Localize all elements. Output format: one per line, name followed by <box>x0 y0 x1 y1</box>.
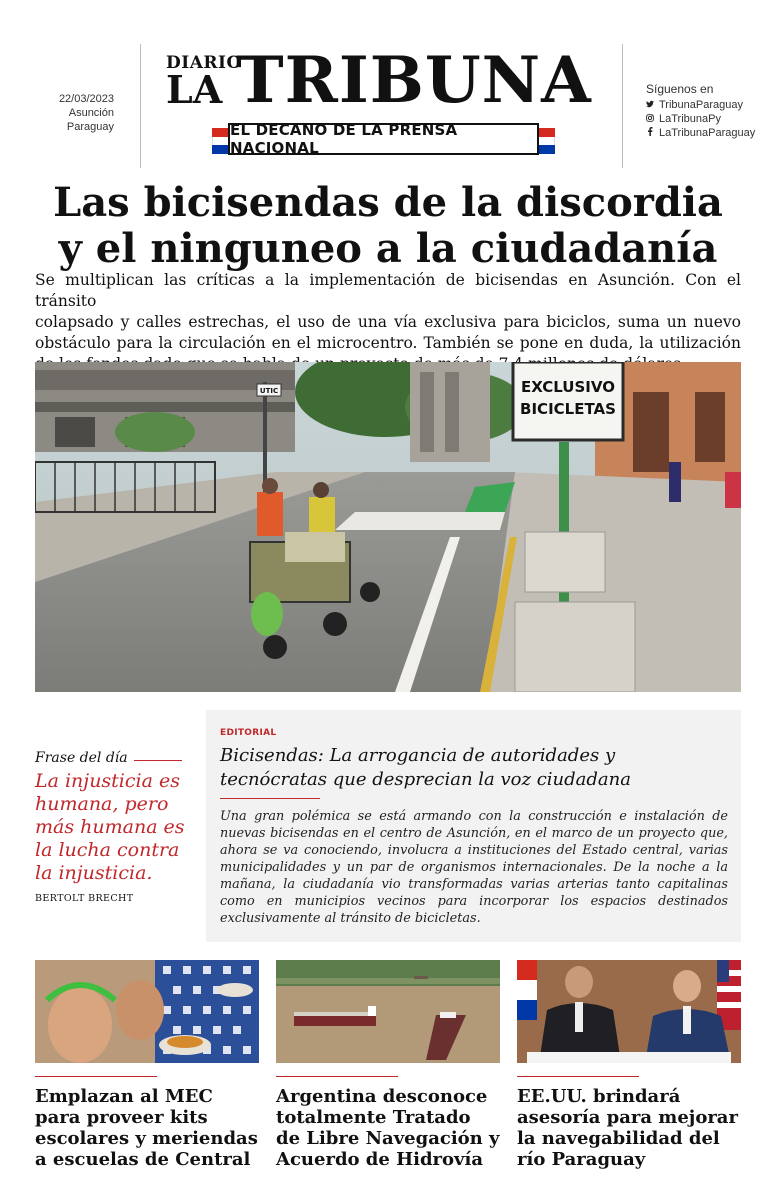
logo-la[interactable]: LA <box>166 67 223 112</box>
quote-author: BERTOLT BRECHT <box>35 893 134 904</box>
divider-left <box>140 44 141 168</box>
lead-line: colapsado y calles estrechas, el uso de una vía exclusiva para biciclos, suma un nuevo <box>35 313 741 331</box>
editorial-body-line: Una gran polémica se está armando con la construcción e instalación de <box>220 809 728 824</box>
editorial-kicker: EDITORIAL <box>220 728 277 738</box>
editorial-body-line: nuevas bicisendas en el centro de Asunción, en el marco de un proyecto que, <box>220 826 728 841</box>
story-rule <box>276 1076 398 1077</box>
social-title: Síguenos en <box>646 82 714 96</box>
quote-label: Frase del día <box>35 750 128 766</box>
main-headline[interactable] <box>20 180 756 272</box>
story-card-mec[interactable] <box>35 960 259 1170</box>
story-card-eeuu[interactable] <box>517 960 741 1170</box>
quote-text: La injusticia es humana, pero más humana es la lucha contra la injusticia. <box>35 770 185 884</box>
instagram-icon <box>646 112 654 126</box>
story-card-hidrovia[interactable] <box>276 960 500 1170</box>
editorial-body-line: mañana, la ciudadanía vio transformadas varias arterias tanto capitalinas <box>220 877 728 892</box>
masthead <box>0 0 776 170</box>
tagline-banner <box>212 123 555 159</box>
sign-line-1: EXCLUSIVO <box>521 378 615 396</box>
editorial-title-line: Bicisendas: La arrogancia de autoridades y <box>220 745 616 766</box>
headline-line: Las bicisendas de la discordia <box>53 179 723 226</box>
editorial-body-line: como en municipios vecinos para incorporar los espacios destinados <box>220 894 728 909</box>
story-rule <box>517 1076 639 1077</box>
social-link-instagram[interactable] <box>646 112 755 126</box>
social-link-facebook[interactable] <box>646 126 755 140</box>
story-photo-children[interactable] <box>35 960 259 1063</box>
edition-city: Asunción <box>68 107 114 119</box>
quote-of-the-day <box>35 750 195 904</box>
lead-line: Se multiplican las críticas a la implementación de bicisendas en Asunción. Con el tránsito <box>35 271 741 310</box>
quote-rule <box>134 760 182 761</box>
logo-diario[interactable]: DIARIO <box>166 53 242 73</box>
editorial-title[interactable] <box>220 744 730 792</box>
main-photo[interactable] <box>35 362 741 692</box>
story-rule <box>35 1076 157 1077</box>
editorial-body <box>220 808 728 927</box>
sign-line-2: BICICLETAS <box>520 400 616 418</box>
social-label-twitter: TribunaParaguay <box>659 99 743 111</box>
story-title[interactable]: EE.UU. brindará asesoría para mejorar la navegabilidad del río Paraguay <box>517 1086 738 1170</box>
social-links <box>646 82 755 140</box>
logo-tribuna[interactable]: TRIBUNA <box>236 43 592 118</box>
social-label-instagram: LaTribunaPy <box>659 113 721 125</box>
twitter-icon <box>646 98 654 112</box>
facebook-icon <box>646 126 654 140</box>
editorial-body-line: exclusivamente al tránsito de bicicletas. <box>220 911 481 926</box>
date-block <box>40 92 114 134</box>
editorial-title-line: tecnócratas que desprecian la voz ciudadana <box>220 769 631 790</box>
headline-line: y el ninguneo a la ciudadanía <box>58 225 718 272</box>
edition-country: Paraguay <box>66 121 114 133</box>
editorial-body-line: municipalidades y un par de organismos internacionales. De la noche a la <box>220 860 728 875</box>
quote-label-row <box>35 750 195 766</box>
story-photo-signing[interactable] <box>517 960 741 1063</box>
editorial-box[interactable] <box>206 710 741 942</box>
tagline-text: EL DECANO DE LA PRENSA NACIONAL <box>228 123 539 155</box>
story-title[interactable]: Argentina desconoce totalmente Tratado de Libre Navegación y Acuerdo de Hidrovía <box>276 1086 500 1170</box>
divider-right <box>622 44 623 168</box>
street-sign-text: UTIC <box>259 387 279 395</box>
lead-line: obstáculo para la circulación en el microcentro. También se pone en duda, la utilización <box>35 334 741 352</box>
social-link-twitter[interactable] <box>646 98 755 112</box>
lead-paragraph <box>35 270 741 375</box>
editorial-rule <box>220 798 320 799</box>
edition-date: 22/03/2023 <box>58 93 114 105</box>
social-label-facebook: LaTribunaParaguay <box>659 127 756 139</box>
story-photo-river[interactable] <box>276 960 500 1063</box>
story-title[interactable]: Emplazan al MEC para proveer kits escolares y meriendas a escuelas de Central <box>35 1086 258 1170</box>
editorial-body-line: ahora se va conociendo, involucra a instituciones del Estado central, varias <box>220 843 728 858</box>
